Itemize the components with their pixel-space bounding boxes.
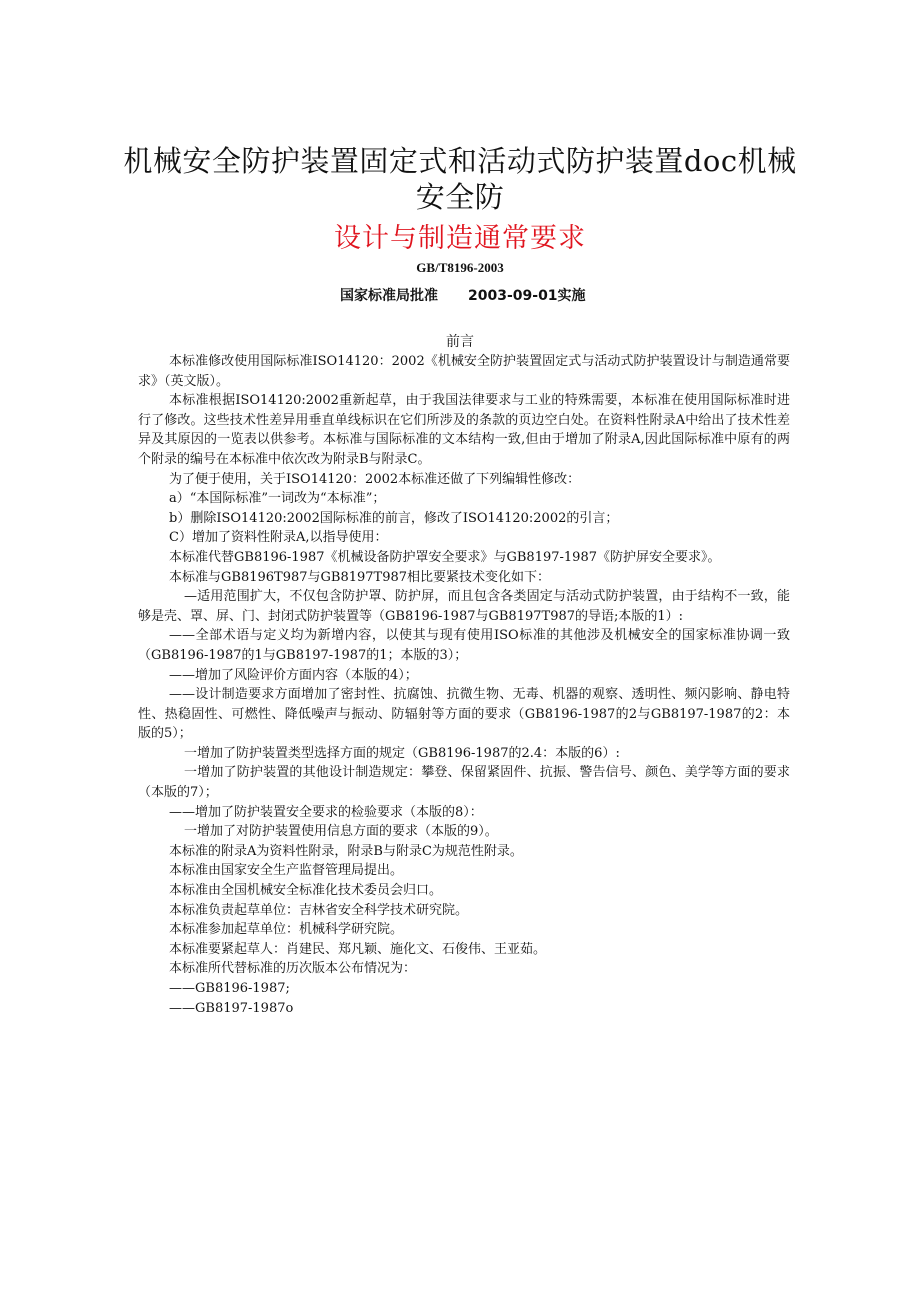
paragraph: 本标准要紧起草人：肖建民、郑凡颖、施化文、石俊伟、王亚茹。 [169, 941, 547, 957]
paragraph: —适用范围扩大，不仅包含防护罩、防护屏，而且包含各类固定与活动式防护装置，由于结构不一致，能够是壳、罩、屏、门、封闭式防护装置等（GB8196-1987与GB8197T987的导语;本版的1）: [138, 589, 790, 624]
foreword-body [138, 352, 790, 1018]
paragraph: ——增加了防护装置安全要求的检验要求（本版的8）： [169, 804, 483, 820]
paragraph: ——GB8197-1987o [169, 1000, 294, 1016]
paragraph: ——增加了风险评价方面内容（本版的4）； [169, 667, 418, 683]
paragraph: 一增加了防护装置类型选择方面的规定（GB8196-1987的2.4：本版的6）: [184, 745, 620, 761]
paragraph: 本标准负责起草单位：吉林省安全科学技术研究院。 [169, 902, 469, 918]
paragraph: a）“本国际标准”一词改为“本标准”； [169, 491, 386, 507]
foreword-heading: 前言 [446, 334, 474, 350]
document-subtitle: 设计与制造通常要求 [334, 223, 586, 254]
paragraph: 本标准修改使用国际标准ISO14120：2002《机械安全防护装置固定式与活动式防护装置设计与制造通常要求》（英文版）。 [138, 354, 790, 389]
paragraph: C）增加了资料性附录A,以指导使用： [169, 530, 388, 546]
standard-number: GB/T8196-2003 [416, 260, 504, 275]
paragraph: 本标准由全国机械安全标准化技术委员会归口。 [169, 883, 443, 899]
paragraph: 为了便于使用，关于ISO14120：2002本标准还做了下列编辑性修改： [169, 471, 581, 487]
document-title: 机械安全防护装置固定式和活动式防护装置doc机械安全防 [123, 144, 797, 214]
paragraph: 一增加了对防护装置使用信息方面的要求（本版的9）。 [184, 824, 498, 840]
effective-date: 2003-09-01实施 [468, 288, 586, 304]
paragraph: 本标准由国家安全生产监督管理局提出。 [169, 863, 404, 879]
paragraph: 本标准与GB8196T987与GB8197T987相比要紧技术变化如下： [169, 569, 551, 585]
approval-line [340, 285, 586, 305]
paragraph: 本标准代替GB8196-1987《机械设备防护罩安全要求》与GB8197-1987《防护屏安全要求》。 [169, 549, 721, 565]
approval-authority: 国家标准局批准 [340, 288, 438, 304]
paragraph: 一增加了防护装置的其他设计制造规定：攀登、保留紧固件、抗振、警告信号、颜色、美学等方面的要求（本版的7）； [138, 765, 790, 801]
paragraph: 本标准参加起草单位：机械科学研究院。 [169, 922, 404, 938]
paragraph: 本标准所代替标准的历次版本公布情况为： [169, 961, 417, 977]
paragraph: ——设计制造要求方面增加了密封性、抗腐蚀、抗微生物、无毒、机器的观察、透明性、频闪影响、静电特性、热稳固性、可燃性、降低噪声与振动、防辐射等方面的要求（GB8196-1987的2与GB8197-1987的2：本版的5）； [138, 687, 790, 742]
paragraph: ——GB8196-1987; [169, 981, 290, 996]
paragraph: ——全部术语与定义均为新增内容，以使其与现有使用ISO标准的其他涉及机械安全的国家标准协调一致（GB8196-1987的1与GB8197-1987的1；本版的3）； [138, 628, 790, 663]
paragraph: 本标准的附录A为资料性附录，附录B与附录C为规范性附录。 [169, 843, 523, 859]
paragraph: b）删除ISO14120:2002国际标准的前言，修改了ISO14120:2002的引言； [169, 510, 619, 526]
paragraph: 本标准根据ISO14120:2002重新起草，由于我国法律要求与工业的特殊需要，本标准在使用国际标准时进行了修改。这些技术性差异用垂直单线标识在它们所涉及的条款的页边空白处。在资料性附录A中给出了技术性差异及其原因的一览表以供参考。本标准与国际标准的文本结构一致,但由于增加了附录A,因此国际标准中原有的两个附录的编号在本标准中依次改为附录B与附录C。 [138, 393, 790, 467]
